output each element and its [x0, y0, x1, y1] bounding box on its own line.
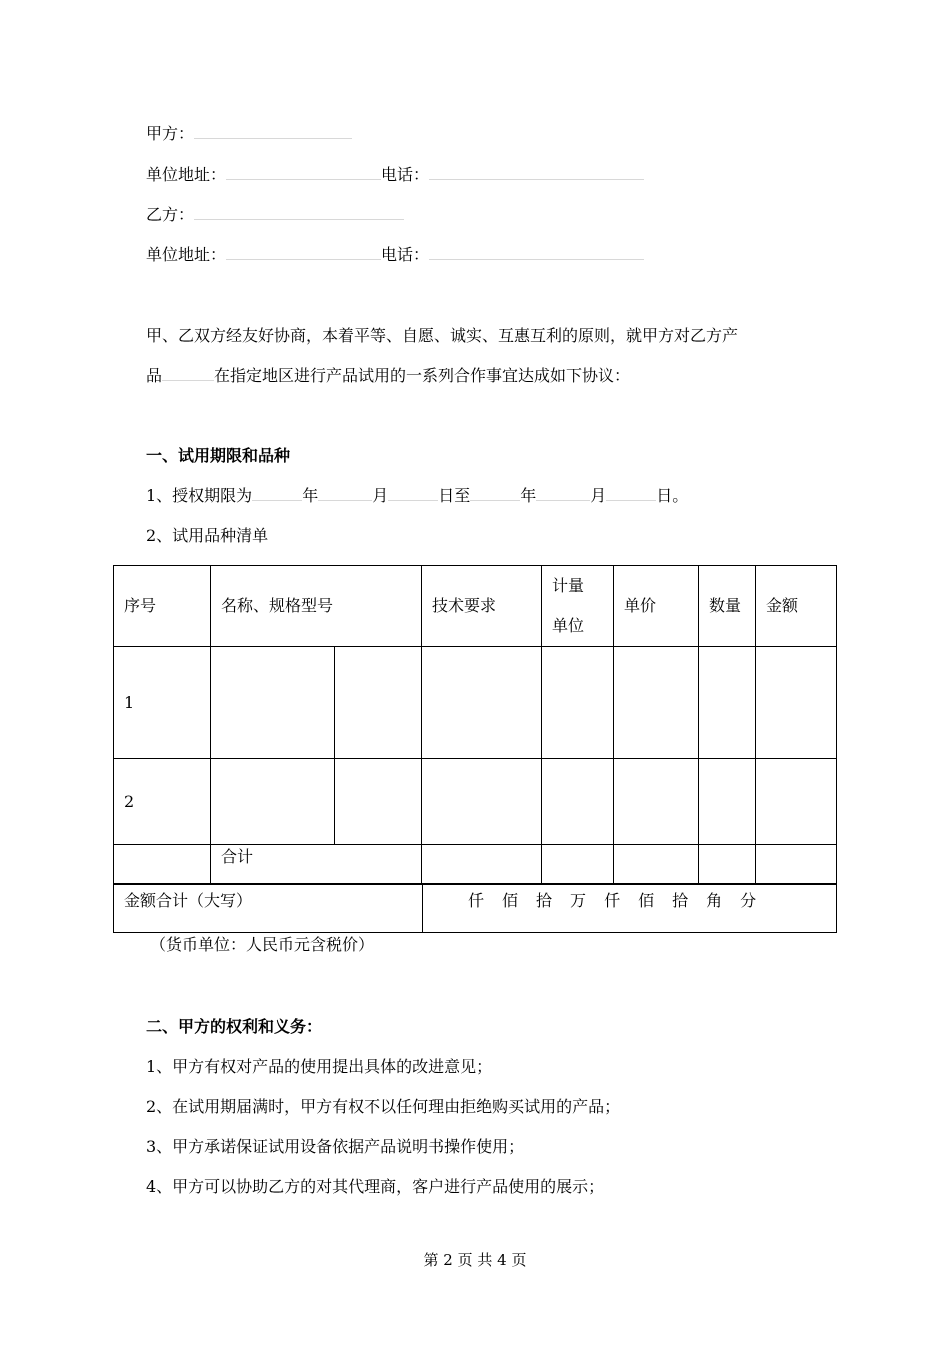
party-b-label: 乙方：: [146, 205, 195, 224]
obligation-item: 4、甲方可以协助乙方的对其代理商，客户进行产品使用的展示；: [146, 1177, 605, 1196]
currency-note: （货币单位：人民币元含税价）: [150, 935, 375, 954]
cell: [114, 845, 211, 885]
header-tech: 技术要求: [422, 566, 542, 647]
cell[interactable]: [756, 845, 837, 885]
year-label: 年: [302, 486, 319, 505]
page-footer: 第 2 页 共 4 页: [423, 1251, 527, 1269]
product-name-blank[interactable]: [162, 366, 214, 381]
cell[interactable]: [335, 647, 422, 759]
header-name: 名称、规格型号: [211, 566, 422, 647]
table-header-row: [114, 566, 837, 647]
header-unit-line-2: 单位: [552, 616, 585, 635]
start-year-blank[interactable]: [252, 486, 302, 501]
cell[interactable]: [614, 845, 699, 885]
phone-label: 电话：: [381, 165, 430, 184]
cell[interactable]: [756, 759, 837, 845]
unit-char: 拾: [672, 891, 689, 910]
year-label: 年: [520, 486, 537, 505]
cell[interactable]: [699, 845, 756, 885]
address-label: 单位地址：: [146, 245, 227, 264]
unit-char: 万: [570, 891, 587, 910]
total-amount-units[interactable]: [468, 888, 774, 911]
phone-b-blank[interactable]: [429, 245, 644, 260]
cell[interactable]: [699, 759, 756, 845]
unit-char: 仟: [468, 891, 485, 910]
day-to-label: 日至: [438, 486, 471, 505]
phone-a-blank[interactable]: [429, 165, 644, 180]
party-a-label: 甲方：: [146, 124, 195, 143]
party-a-line: [146, 124, 352, 144]
party-b-blank[interactable]: [194, 205, 404, 220]
party-a-address-line: [146, 165, 644, 185]
address-b-blank[interactable]: [226, 245, 381, 260]
cell[interactable]: [211, 759, 335, 845]
cell[interactable]: [542, 845, 614, 885]
cell[interactable]: [614, 647, 699, 759]
end-year-blank[interactable]: [470, 486, 520, 501]
start-month-blank[interactable]: [318, 486, 372, 501]
unit-char: 分: [740, 891, 757, 910]
subtotal-label: 合计: [211, 845, 422, 885]
row-seq: 2: [114, 759, 211, 845]
header-unit-line-1: 计量: [552, 576, 585, 595]
cell[interactable]: [422, 845, 542, 885]
divider: [422, 884, 423, 932]
total-amount-label: 金额合计（大写）: [124, 891, 253, 910]
cell[interactable]: [699, 647, 756, 759]
unit-char: 角: [706, 891, 723, 910]
header-seq: 序号: [114, 566, 211, 647]
unit-char: 佰: [638, 891, 655, 910]
unit-char: 佰: [502, 891, 519, 910]
end-day-blank[interactable]: [606, 486, 656, 501]
obligation-item: 3、甲方承诺保证试用设备依据产品说明书操作使用；: [146, 1137, 525, 1156]
cell[interactable]: [542, 759, 614, 845]
authorization-period-line: [146, 486, 688, 506]
phone-label: 电话：: [381, 245, 430, 264]
row-seq: 1: [114, 647, 211, 759]
address-label: 单位地址：: [146, 165, 227, 184]
day-end-label: 日。: [656, 486, 689, 505]
party-b-line: [146, 205, 404, 225]
cell[interactable]: [211, 647, 335, 759]
intro-prefix: 品: [146, 366, 163, 385]
header-unit: [542, 566, 614, 647]
table-row: [114, 647, 837, 759]
cell[interactable]: [422, 647, 542, 759]
cell[interactable]: [756, 647, 837, 759]
section-1-title: 一、试用期限和品种: [146, 446, 291, 465]
intro-line-2: [146, 366, 630, 386]
party-b-address-line: [146, 245, 644, 265]
header-amount: 金额: [756, 566, 837, 647]
month-label: 月: [372, 486, 389, 505]
intro-suffix: 在指定地区进行产品试用的一系列合作事宜达成如下协议：: [214, 366, 631, 385]
period-prefix: 1、授权期限为: [146, 486, 253, 505]
section-2-title: 二、甲方的权利和义务：: [146, 1017, 323, 1036]
intro-line-1: 甲、乙双方经友好协商，本着平等、自愿、诚实、互惠互利的原则，就甲方对乙方产: [146, 326, 739, 345]
cell[interactable]: [614, 759, 699, 845]
table-row: [114, 759, 837, 845]
cell[interactable]: [335, 759, 422, 845]
total-amount-row: [113, 883, 837, 933]
cell[interactable]: [542, 647, 614, 759]
unit-char: 仟: [604, 891, 621, 910]
obligation-item: 2、在试用期届满时，甲方有权不以任何理由拒绝购买试用的产品；: [146, 1097, 621, 1116]
end-month-blank[interactable]: [536, 486, 590, 501]
month-label: 月: [590, 486, 607, 505]
unit-char: 拾: [536, 891, 553, 910]
cell[interactable]: [422, 759, 542, 845]
product-list-label: 2、试用品种清单: [146, 526, 269, 545]
product-table: [113, 565, 837, 885]
obligation-item: 1、甲方有权对产品的使用提出具体的改进意见；: [146, 1057, 493, 1076]
address-a-blank[interactable]: [226, 165, 381, 180]
subtotal-row: [114, 845, 837, 885]
party-a-blank[interactable]: [194, 124, 352, 139]
start-day-blank[interactable]: [388, 486, 438, 501]
header-price: 单价: [614, 566, 699, 647]
header-qty: 数量: [699, 566, 756, 647]
